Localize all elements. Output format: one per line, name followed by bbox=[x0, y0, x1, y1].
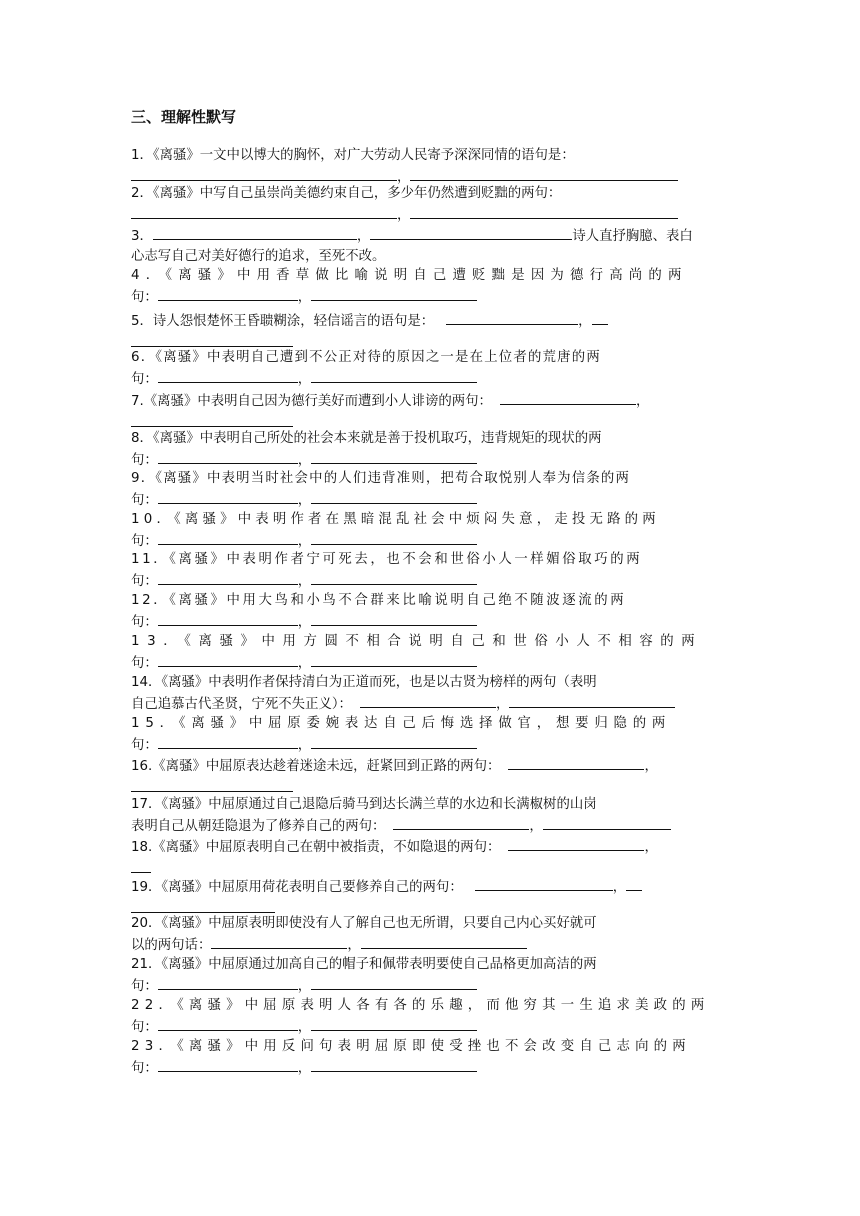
question-text: 14．《离骚》中表明作者保持清白为正道而死，也是以古贤为榜样的两句（表明 bbox=[131, 675, 597, 690]
question-text: 诗人直抒胸臆、表白 bbox=[572, 229, 693, 244]
answer-blank-1[interactable] bbox=[393, 815, 529, 830]
comma: ， bbox=[529, 819, 543, 834]
answer-blank-2[interactable] bbox=[410, 204, 678, 219]
question-text: 7.《离骚》中表明自己因为德行美好而遭到小人诽谤的两句： bbox=[131, 394, 492, 409]
question-text-line2: 句： bbox=[131, 372, 158, 387]
comma: ， bbox=[578, 314, 592, 329]
question-text: 2．《离骚》中写自己虽崇尚美德约束自己，多少年仍然遭到贬黜的两句： bbox=[131, 186, 562, 201]
answer-blank-1[interactable] bbox=[158, 975, 298, 990]
question-text-line2: 句： bbox=[131, 453, 158, 468]
comma: ， bbox=[612, 880, 627, 895]
comma: ， bbox=[297, 656, 312, 671]
question-11 bbox=[131, 550, 729, 592]
answer-blank-1[interactable] bbox=[158, 286, 298, 301]
answer-blank-2[interactable] bbox=[311, 1016, 477, 1031]
question-text-line2: 表明自己从朝廷隐退为了修养自己的两句： bbox=[131, 819, 386, 834]
question-text: 5．诗人怨恨楚怀王昏聩糊涂，轻信谣言的语句是： bbox=[131, 314, 435, 329]
comma: ， bbox=[635, 394, 650, 409]
question-text-line2: 句： bbox=[131, 656, 158, 671]
question-text-line2: 句： bbox=[131, 1020, 158, 1035]
question-text-line2: 句： bbox=[131, 615, 158, 630]
answer-blank-2-cont[interactable] bbox=[131, 898, 275, 913]
answer-blank-1[interactable] bbox=[211, 934, 347, 949]
answer-blank-2-cont[interactable] bbox=[131, 332, 293, 347]
answer-blank-1[interactable] bbox=[131, 204, 397, 219]
question-text: 1．《离骚》一文中以博大的胸怀，对广大劳动人民寄予深深同情的语句是： bbox=[131, 148, 575, 163]
answer-blank-1[interactable] bbox=[475, 876, 613, 891]
answer-blank-1[interactable] bbox=[508, 836, 644, 851]
question-16 bbox=[131, 755, 729, 799]
question-12 bbox=[131, 591, 729, 633]
answer-blank-2[interactable] bbox=[311, 286, 477, 301]
comma: ， bbox=[347, 938, 361, 953]
question-text: 9．《离骚》中表明当时社会中的人们违背准则，把苟合取悦别人奉为信条的两 bbox=[131, 471, 631, 486]
answer-blank-2[interactable] bbox=[131, 777, 293, 792]
answer-blank-1[interactable] bbox=[158, 368, 298, 383]
question-text: 11．《离骚》中表明作者宁可死去，也不会和世俗小人一样媚俗取巧的两 bbox=[131, 552, 643, 567]
question-text: 6．《离骚》中表明自己遭到不公正对待的原因之一是在上位者的荒唐的两 bbox=[131, 350, 601, 365]
question-text-line2: 句： bbox=[131, 979, 158, 994]
question-text: 4．《离骚》中用香草做比喻说明自己遭贬黜是因为德行高尚的两 bbox=[131, 268, 688, 283]
answer-blank-2[interactable] bbox=[361, 934, 527, 949]
question-14 bbox=[131, 673, 729, 715]
question-text: 15．《离骚》中屈原委婉表达自己后悔选择做官，想要归隐的两 bbox=[131, 716, 672, 731]
question-text: 21．《离骚》中屈原通过加高自己的帽子和佩带表明要使自己品格更加高洁的两 bbox=[131, 957, 597, 972]
comma: ， bbox=[495, 697, 510, 712]
question-text-line2: 句： bbox=[131, 574, 158, 589]
answer-blank-2[interactable] bbox=[311, 449, 477, 464]
answer-blank-1[interactable] bbox=[508, 755, 644, 770]
question-text-line2: 句： bbox=[131, 1061, 158, 1076]
comma: ， bbox=[297, 372, 312, 387]
question-4 bbox=[131, 266, 729, 308]
question-15 bbox=[131, 714, 729, 756]
answer-blank-1[interactable] bbox=[158, 570, 298, 585]
answer-blank-2[interactable] bbox=[311, 1057, 477, 1072]
question-text: 13．《离骚》中用方圆不相合说明自己和世俗小人不相容的两 bbox=[131, 634, 703, 649]
question-number: 3． bbox=[131, 229, 153, 244]
question-22 bbox=[131, 996, 729, 1038]
answer-blank-2[interactable] bbox=[311, 489, 477, 504]
question-2 bbox=[131, 184, 729, 226]
answer-blank-1[interactable] bbox=[360, 693, 496, 708]
answer-blank-2[interactable] bbox=[311, 368, 477, 383]
comma: ， bbox=[297, 738, 312, 753]
question-text: 12．《离骚》中用大鸟和小鸟不合群来比喻说明自己绝不随波逐流的两 bbox=[131, 593, 627, 608]
question-text-line2: 句： bbox=[131, 738, 158, 753]
comma: ， bbox=[297, 615, 312, 630]
answer-blank-2[interactable] bbox=[311, 570, 477, 585]
answer-blank-2[interactable] bbox=[311, 530, 477, 545]
answer-blank-2-start[interactable] bbox=[626, 876, 642, 891]
question-text: 17．《离骚》中屈原通过自己退隐后骑马到达长满兰草的水边和长满椒树的山岗 bbox=[131, 797, 597, 812]
answer-blank-1[interactable] bbox=[158, 734, 298, 749]
question-18 bbox=[131, 836, 729, 880]
answer-blank-2[interactable] bbox=[311, 975, 477, 990]
answer-blank-1[interactable] bbox=[131, 166, 397, 181]
question-text: 19．《离骚》中屈原用荷花表明自己要修养自己的两句： bbox=[131, 880, 463, 895]
answer-blank-1[interactable] bbox=[158, 652, 298, 667]
question-text-line2: 句： bbox=[131, 534, 158, 549]
question-23 bbox=[131, 1037, 729, 1079]
comma: ， bbox=[356, 229, 371, 244]
answer-blank-2-start[interactable] bbox=[592, 310, 608, 325]
comma: ， bbox=[397, 170, 411, 185]
question-9 bbox=[131, 469, 729, 511]
question-text: 20．《离骚》中屈原表明即使没有人了解自己也无所谓，只要自己内心买好就可 bbox=[131, 916, 597, 931]
question-10 bbox=[131, 510, 729, 552]
answer-blank-2[interactable] bbox=[370, 225, 572, 240]
answer-blank-2[interactable] bbox=[410, 166, 678, 181]
question-text-line2: 心志写自己对美好德行的追求，至死不改。 bbox=[131, 249, 386, 264]
question-20 bbox=[131, 914, 729, 956]
answer-blank-2[interactable] bbox=[131, 858, 151, 873]
question-21 bbox=[131, 955, 729, 997]
question-3 bbox=[131, 225, 729, 267]
question-1 bbox=[131, 146, 729, 188]
answer-blank-2[interactable] bbox=[543, 815, 671, 830]
answer-blank-1[interactable] bbox=[158, 611, 298, 626]
comma: ， bbox=[297, 534, 312, 549]
question-text-line2: 以的两句话： bbox=[131, 938, 212, 953]
answer-blank-2[interactable] bbox=[131, 412, 293, 427]
comma: ， bbox=[297, 979, 312, 994]
section-title: 三、理解性默写 bbox=[131, 108, 237, 126]
question-8 bbox=[131, 429, 729, 471]
answer-blank-2[interactable] bbox=[509, 693, 675, 708]
comma: ， bbox=[644, 759, 658, 774]
comma: ， bbox=[297, 1020, 312, 1035]
question-text-line2: 自己追慕古代圣贤，宁死不失正义）： bbox=[131, 697, 352, 712]
question-text-line2: 句： bbox=[131, 493, 158, 508]
answer-blank-1[interactable] bbox=[158, 449, 298, 464]
comma: ， bbox=[297, 574, 312, 589]
question-13 bbox=[131, 632, 729, 674]
question-text-line2: 句： bbox=[131, 290, 158, 305]
comma: ， bbox=[297, 493, 312, 508]
question-text: 23．《离骚》中用反问句表明屈原即使受挫也不会改变自己志向的两 bbox=[131, 1039, 691, 1054]
answer-blank-1[interactable] bbox=[153, 225, 357, 240]
question-text: 10．《离骚》中表明作者在黑暗混乱社会中烦闷失意，走投无路的两 bbox=[131, 512, 660, 527]
answer-blank-2[interactable] bbox=[311, 734, 477, 749]
question-text: 8．《离骚》中表明自己所处的社会本来就是善于投机取巧，违背规矩的现状的两 bbox=[131, 431, 602, 446]
answer-blank-1[interactable] bbox=[158, 489, 298, 504]
answer-blank-1[interactable] bbox=[500, 390, 636, 405]
question-text: 22．《离骚》中屈原表明人各有各的乐趣，而他穷其一生追求美政的两 bbox=[131, 998, 710, 1013]
comma: ， bbox=[397, 208, 411, 223]
answer-blank-1[interactable] bbox=[158, 1016, 298, 1031]
answer-blank-2[interactable] bbox=[311, 652, 477, 667]
comma: ， bbox=[297, 453, 312, 468]
comma: ， bbox=[644, 840, 658, 855]
question-text: 18.《离骚》中屈原表明自己在朝中被指责，不如隐退的两句： bbox=[131, 840, 501, 855]
question-17 bbox=[131, 795, 729, 837]
question-6 bbox=[131, 348, 729, 390]
answer-blank-2[interactable] bbox=[311, 611, 477, 626]
question-7 bbox=[131, 390, 729, 434]
answer-blank-1[interactable] bbox=[158, 1057, 298, 1072]
question-text: 16.《离骚》中屈原表达趁着迷途未远，赶紧回到正路的两句： bbox=[131, 759, 501, 774]
comma: ， bbox=[297, 1061, 312, 1076]
comma: ， bbox=[297, 290, 312, 305]
answer-blank-1[interactable] bbox=[158, 530, 298, 545]
answer-blank-1[interactable] bbox=[446, 310, 578, 325]
